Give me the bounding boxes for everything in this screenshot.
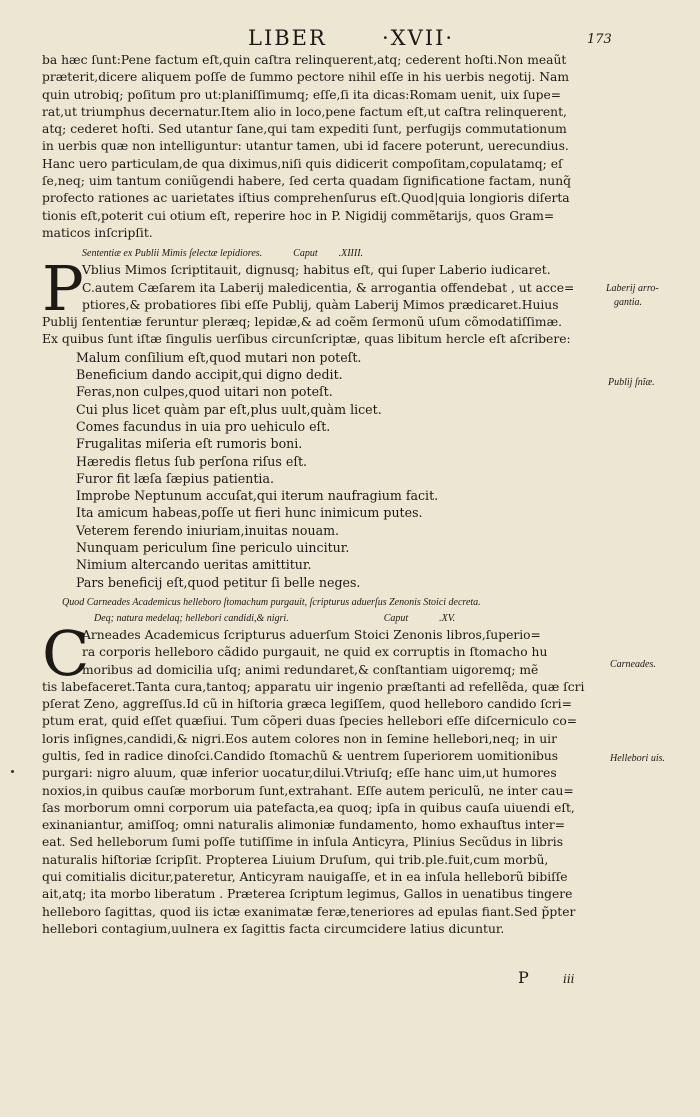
chapter-15-heading-line-2 xyxy=(94,611,602,627)
text-line: helleboro ſagittas, quod iis ictæ exanimatæ feræ,teneriores ad epulas fiant.Sed p̃pter xyxy=(42,904,576,919)
signature-number: iii xyxy=(563,972,575,986)
text-line: qui comitialis dicitur,pateretur, Anticyram nauigaſſe, et in ea inſula helleborũ bibiſſe xyxy=(42,870,568,885)
text-line: naturalis hiſtoriæ ſcripſit. Propterea Liuium Druſum, qui trib.ple.fuit,cum morbũ, xyxy=(42,852,549,867)
chapter-15-paragraph xyxy=(42,679,602,938)
page-footer xyxy=(0,968,700,990)
margin-note-carneades: Carneades. xyxy=(610,659,656,670)
text-line: tionis eſt,poterit cui otium eſt, reperire hoc in P. Nigidij commẽtarijs, quos Gram= xyxy=(42,208,555,223)
verse-line: Beneficium dando accipit,qui digno dedit. xyxy=(76,367,343,383)
verse-line: Veterem ferendo iniuriam,inuitas nouam. xyxy=(76,522,340,538)
text-line: profecto rationes ac uarietates iſtius comprehenſurus eſt.Quod|quia longioris diſerta xyxy=(42,191,570,206)
text-line: ptum erat, quid eſſet quæſiui. Tum cõperi duas ſpecies hellebori eſſe diſcerniculo co= xyxy=(42,714,578,729)
text-line: hellebori contagium,uulnera ex ſagittis facta circumcidere latius dicuntur. xyxy=(42,921,505,936)
header-book-number: ·XVII· xyxy=(382,26,455,50)
text-line: ptiores,& probatiores ſibi eſſe Publij, quàm Laberij Mimos prædicaret.Huius xyxy=(82,297,559,312)
text-body xyxy=(42,52,602,938)
verse-line: Nunquam periculum ſine periculo uincitur. xyxy=(76,540,350,556)
verse-line: Frugalitas miſeria eſt rumoris boni. xyxy=(76,436,303,452)
chapter-14-title: Sententiæ ex Publii Mimis ſelectæ lepidiores. xyxy=(82,248,263,260)
text-line: tis labefaceret.Tanta cura,tantoq; apparatu uir ingenio præſtanti ad refellẽda, quæ ſcri xyxy=(42,679,585,694)
text-line: Arneades Academicus ſcripturus aduerſum Stoici Zenonis libros,ſuperio= xyxy=(82,627,541,642)
chapter-14-verses xyxy=(42,349,602,591)
text-line: in uerbis quæ non intelliguntur: utantur tamen, ubi id facere poterunt, uerecundius. xyxy=(42,139,569,154)
margin-note-laberij-2: gantia. xyxy=(614,297,643,308)
chapter-14-caput-number: .XIIII. xyxy=(338,248,364,260)
text-line: purgari: nigro aluum, quæ inferior uocatur,dilui.Vtriuſq; eſſe hanc uim,ut humores xyxy=(42,766,557,781)
text-line: gultis, ſed in radice dinoſci.Candido ſtomachũ & uentrem ſuperiorem uomitionibus xyxy=(42,748,559,763)
chapter-14-dropcap: P xyxy=(42,252,84,326)
text-line: quin utrobiq; poſitum pro ut:planiſſimumq; eſſe,ſi ita dicas:Romam uenit, uix ſupe= xyxy=(42,87,562,102)
text-line: ſe,neq; uim tantum coniũgendi habere, ſed certa quadam ſignificatione factam, nunq̃ xyxy=(42,174,572,189)
text-line: noxios,in quibus cauſæ morborum ſunt,extrahant. Eſſe autem periculũ, ne inter cau= xyxy=(42,783,574,798)
verse-line: Furor fit læſa ſæpius patientia. xyxy=(76,470,274,486)
chapter-14-first-lines xyxy=(42,262,602,314)
margin-note-publij: Publij ſnĩæ. xyxy=(608,377,655,388)
signature-mark: P xyxy=(518,968,529,987)
text-line: ſas morborum omni corporum uia patefacta,ea quoq; ipſa in quibus cauſa uiuendi eſt, xyxy=(42,800,575,815)
text-line: loris inſignes,candidi,& nigri.Eos autem colores non in ſemine hellebori,neq; in uir xyxy=(42,731,557,746)
chapter-14-caput-label: Caput xyxy=(293,248,318,260)
verse-line: Hæredis fletus ſub perſona riſus eſt. xyxy=(76,453,308,469)
verse-line: Feras,non culpes,quod uitari non poteſt. xyxy=(76,384,333,400)
margin-note-laberij-1: Laberij arro- xyxy=(606,283,659,294)
chapter-15-first-lines xyxy=(42,627,602,679)
text-line: Vblius Mimos ſcriptitauit, dignusq; habitus eſt, qui ſuper Laberio iudicaret. xyxy=(82,263,551,278)
text-line: præterit,dicere aliquem poſſe de ſummo pectore nihil eſſe in his uerbis negotij. Nam xyxy=(42,70,570,85)
page-number: 173 xyxy=(587,32,612,47)
verse-line: Improbe Neptunum accuſat,qui iterum naufragium facit. xyxy=(76,488,439,504)
text-line: ra corporis helleboro cãdido purgauit, ne quid ex corruptis in ſtomacho hu xyxy=(82,645,548,660)
verse-line: Comes facundus in uia pro uehiculo eſt. xyxy=(76,418,331,434)
verse-line: Ita amicum habeas,poſſe ut fieri hunc inimicum putes. xyxy=(76,505,423,521)
verse-line: Malum conſilium eſt,quod mutari non poteſt. xyxy=(76,349,362,365)
margin-note-hellebori: Hellebori uis. xyxy=(610,753,665,764)
chapter-15-caput-number: .XV. xyxy=(439,612,456,624)
text-line: ait,atq; ita morbo liberatum . Præterea ſcriptum legimus, Gallos in uenatibus tingere xyxy=(42,887,573,902)
intro-paragraph xyxy=(42,52,602,242)
text-line: Ex quibus ſunt iſtæ ſingulis uerſibus circunſcriptæ, quas libitum hercle eſt aſcribere: xyxy=(42,332,571,347)
chapter-14-paragraph xyxy=(42,314,602,349)
text-line: pſerat Zeno, aggreſſus.Id cũ in hiſtoria græca legiſſem, quod helleboro candido ſcri= xyxy=(42,697,572,712)
verse-line: Pars beneficij eſt,quod petitur ſi belle neges. xyxy=(76,574,361,590)
text-line: moribus ad domicilia uſq; animi redundaret,& conſtantiam uigoremq; mẽ xyxy=(82,662,539,677)
chapter-15-subtitle: Deq; natura medelaq; hellebori candidi,& nigri. xyxy=(94,612,289,624)
running-header xyxy=(0,26,700,52)
chapter-15-caput-label: Caput xyxy=(383,612,409,624)
chapter-15-dropcap: C xyxy=(42,616,90,690)
text-line: C.autem Cæſarem ita Laberij maledicentia, & arrogantia offendebat , ut acce= xyxy=(82,280,575,295)
verse-line: Nimium altercando ueritas amittitur. xyxy=(76,557,312,573)
chapter-15-heading-line-1: Quod Carneades Academicus helleboro ſtomachum purgauit, ſcripturus aduerſus Zenonis Stoici decreta. xyxy=(62,596,481,608)
ink-speck xyxy=(11,770,14,773)
text-line: ba hæc ſunt:Pene factum eſt,quin caſtra relinquerent,atq; cederent hoſti.Non meaũt xyxy=(42,53,567,67)
text-line: atq; cederet hoſti. Sed utantur ſane,qui tam expediti ſunt, perfugijs commutationum xyxy=(42,122,567,137)
chapter-14-heading xyxy=(82,246,602,262)
text-line: exinaniantur, amiſſoq; omni naturalis alimoniæ fundamento, homo exhauſtus inter= xyxy=(42,818,566,833)
text-line: maticos inſcripſit. xyxy=(42,225,153,240)
verse-line: Cui plus licet quàm par eſt,plus uult,quàm licet. xyxy=(76,401,382,417)
text-line: rat,ut triumphus decernatur.Item alio in loco,pene factum eſt,ut caſtra relinquerent, xyxy=(42,104,567,119)
text-line: Hanc uero particulam,de qua diximus,niſi quis didicerit compoſitam,copulatamq; eſ xyxy=(42,156,563,171)
text-line: Publij ſententiæ feruntur pleræq; lepidæ,& ad coẽm ſermonũ uſum cõmodatiſſimæ. xyxy=(42,315,563,330)
text-line: eat. Sed helleborum ſumi poſſe tutiſſime in inſula Anticyra, Plinius Secũdus in libris xyxy=(42,835,564,850)
header-liber: LIBER xyxy=(248,26,327,50)
